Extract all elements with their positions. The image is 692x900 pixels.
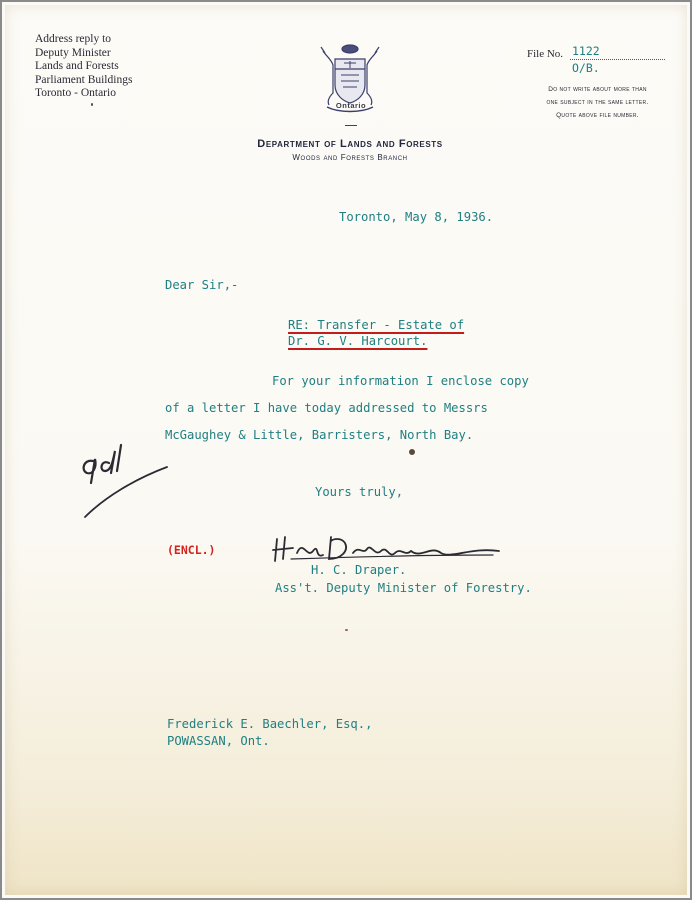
letter-date: Toronto, May 8, 1936. bbox=[339, 210, 494, 224]
subject-line-1: RE: Transfer - Estate of bbox=[288, 318, 465, 332]
reply-line: Lands and Forests bbox=[35, 60, 119, 72]
file-number-rule bbox=[570, 59, 665, 60]
notice-line: one subject in the same letter. bbox=[546, 99, 649, 106]
department-title: Department of Lands and Forests bbox=[257, 138, 443, 150]
salutation: Dear Sir,- bbox=[165, 278, 239, 292]
reply-address-block bbox=[35, 33, 132, 101]
body-line: For your information I enclose copy bbox=[272, 374, 529, 388]
crest-caption: Ontario bbox=[335, 101, 367, 110]
reply-line: Parliament Buildings bbox=[35, 73, 133, 86]
file-notice bbox=[525, 83, 670, 122]
recipient-place: POWASSAN, Ont. bbox=[167, 734, 270, 748]
signer-title: Ass't. Deputy Minister of Forestry. bbox=[275, 581, 532, 595]
crest-divider bbox=[345, 125, 357, 126]
reply-line: Toronto - Ontario bbox=[35, 87, 116, 99]
closing: Yours truly, bbox=[315, 485, 404, 499]
subject-line-2: Dr. G. V. Harcourt. bbox=[288, 334, 428, 348]
handwritten-initials bbox=[75, 437, 175, 523]
ink-speck bbox=[409, 449, 415, 455]
body-line: McGaughey & Little, Barristers, North Bay. bbox=[165, 428, 474, 442]
ink-speck bbox=[91, 103, 93, 106]
signer-name: H. C. Draper. bbox=[311, 563, 407, 577]
reply-line: Deputy Minister bbox=[35, 46, 111, 59]
notice-line: Do not write about more than bbox=[548, 86, 647, 93]
letter-paper bbox=[5, 5, 687, 895]
file-number-suffix: O/B. bbox=[572, 61, 600, 75]
reply-line: Address reply to bbox=[35, 33, 112, 45]
file-number-label: File No. bbox=[527, 48, 564, 60]
ink-speck bbox=[345, 629, 348, 631]
body-line: of a letter I have today addressed to Messrs bbox=[165, 401, 488, 415]
notice-line: Quote above file number. bbox=[556, 112, 639, 119]
enclosure-mark: (ENCL.) bbox=[167, 543, 216, 557]
branch-title: Woods and Forests Branch bbox=[292, 153, 408, 162]
handwritten-signature bbox=[271, 529, 505, 567]
file-number-value: 1122 bbox=[572, 44, 600, 58]
recipient-name: Frederick E. Baechler, Esq., bbox=[167, 717, 373, 731]
